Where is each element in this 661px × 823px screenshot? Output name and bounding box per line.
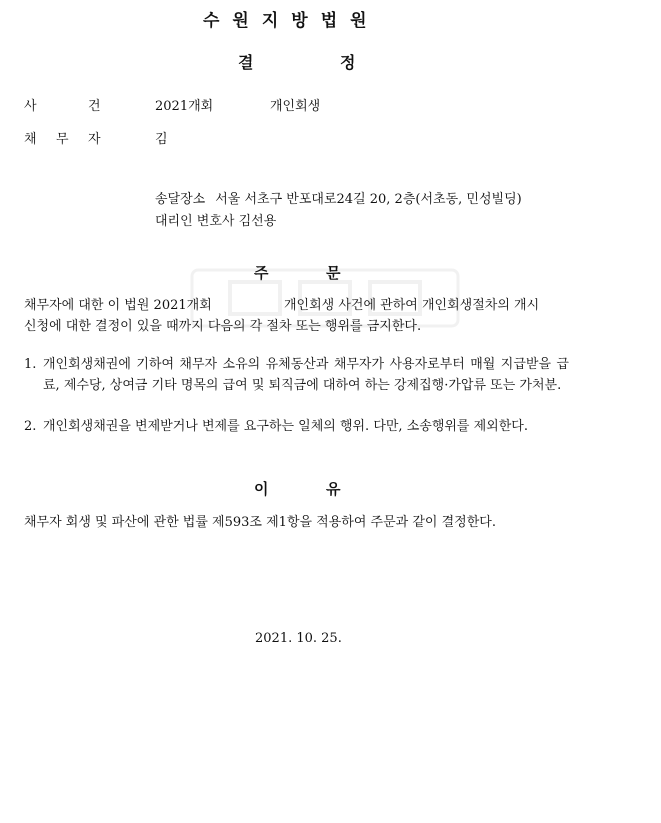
service-address: 서울 서초구 반포대로24길 20, 2층(서초동, 민성빌딩)	[215, 192, 522, 207]
order-item-number: 2.	[24, 419, 37, 434]
service-address-line	[155, 188, 522, 207]
order-intro-line2: 신청에 대한 결정이 있을 때까지 다음의 각 절차 또는 행위를 금지한다.	[24, 319, 422, 334]
reason-heading-right: 유	[326, 480, 341, 498]
order-item-1	[24, 354, 569, 396]
order-item-2	[24, 416, 569, 437]
document-title-left: 결	[238, 53, 254, 72]
order-intro-line1-part1: 채무자에 대한 이 법원 2021개회	[24, 298, 212, 313]
service-address-label: 송달장소	[155, 192, 206, 207]
decision-date: 2021. 10. 25.	[255, 631, 342, 646]
legal-agent: 대리인 변호사 김선용	[155, 214, 277, 229]
document-title-right: 정	[340, 53, 356, 72]
order-heading-right: 문	[326, 264, 341, 282]
reason-heading-left: 이	[254, 480, 269, 498]
order-item-number: 1.	[24, 357, 37, 372]
case-label-char-1: 사	[24, 99, 37, 114]
order-item-text: 개인회생채권을 변제받거나 변제를 요구하는 일체의 행위. 다만, 소송행위를 제외한다.	[43, 419, 528, 434]
debtor-label-char-2: 무	[56, 132, 69, 147]
debtor-label-char-1: 채	[24, 132, 37, 147]
case-name: 개인회생	[270, 99, 321, 114]
order-item-text: 개인회생채권에 기하여 채무자 소유의 유체동산과 채무자가 사용자로부터 매월 지급받을 급료, 제수당, 상여금 기타 명목의 급여 및 퇴직금에 대하여 하는 강제집행·가압류 또는 가처분.	[43, 357, 569, 393]
order-intro-line1-part2: 개인회생 사건에 관하여 개인회생절차의 개시	[284, 298, 540, 313]
court-name: 수원지방법원	[203, 11, 380, 31]
debtor-name: 김	[155, 132, 168, 147]
order-heading-left: 주	[254, 264, 269, 282]
debtor-label-char-3: 자	[88, 132, 101, 147]
reason-text: 채무자 회생 및 파산에 관한 법률 제593조 제1항을 적용하여 주문과 같이 결정한다.	[24, 515, 496, 530]
case-label-char-2: 건	[88, 99, 101, 114]
case-number: 2021개회	[155, 99, 214, 114]
